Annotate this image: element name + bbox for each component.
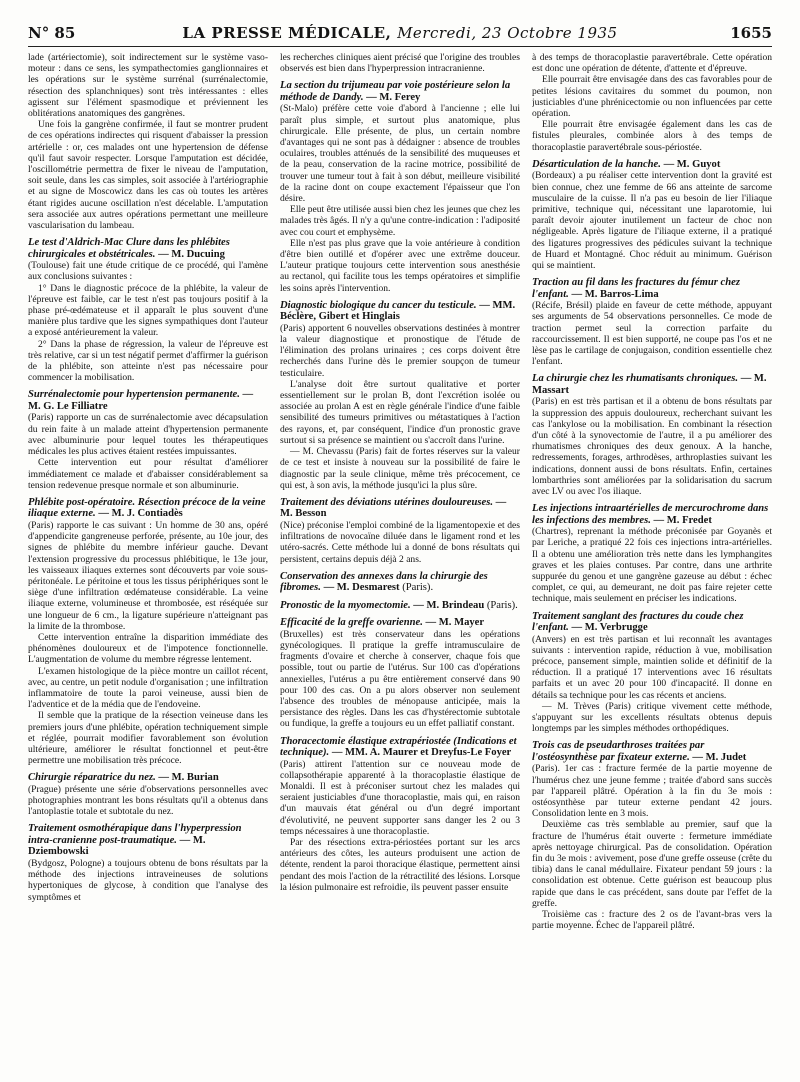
section-author: — M. Verbrugge (571, 622, 648, 634)
paragraph: Troisième cas : fracture des 2 os de l'avant-bras vers la partie moyenne. Échec de l'appareil plâtré. (532, 909, 772, 932)
section-heading (280, 600, 520, 612)
section-heading (28, 772, 268, 784)
section-title: Le test d'Aldrich-Mac Clure dans les phlébites chirurgicales et obstétricales. (28, 237, 230, 260)
paragraph: (Paris) attirent l'attention sur ce nouveau mode de collapsothérapie apparenté à la thoracoplastie élastique de Monaldi. Il est à préconiser surtout chez les malades qui seraient justiciables d'une thoracoplastie, mais qui, en raison d'un mauvais état général ou d'un degré important d'évolutivité, ne peuvent supporter sans danger les 2 ou 3 temps nécessaires à une thoracoplastie. (280, 758, 520, 837)
column-2 (280, 52, 520, 1062)
section-title: Pronostic de la myomectomie. (280, 599, 411, 611)
paragraph: — M. Chevassu (Paris) fait de fortes réserves sur la valeur de ce test et insiste à nouveau sur la possibilité de faire le diagnostic par la seule clinique, même très précocement, ce qui est, à son avis, la méthode jusqu'ici la plus sûre. (280, 446, 520, 491)
section-heading (280, 736, 520, 759)
section-heading (28, 237, 268, 260)
section-title: Conservation des annexes dans la chirurgie des fibromes. (280, 570, 488, 594)
section-author: — M. Guyot (663, 158, 721, 170)
journal-masthead (28, 24, 772, 42)
section-title: Traitement des déviations utérines douloureuses. (280, 496, 493, 508)
paragraph: Une fois la gangrène confirmée, il faut se montrer prudent de ces opérations indirectes qui risquent d'abaisser la pression artérielle : or, ces malades ont une hypertension de défense qu'il faut savoir respecter. Lorsque l'amputation est décidée, l'oscillométrie permettra de fixer le niveau de l'amputation, soit seule, dans les cas simples, soit associée à l'artériographie et au signe de Moscowicz dans les cas où toutes les artères étant rigides aucune oscillation n'est décelable. L'amputation sera associée aux autres opérations permettant une meilleure vascularisation du lambeau. (28, 119, 268, 232)
page-number: 1655 (730, 24, 772, 42)
paragraph: Elle pourrait être envisagée dans des cas favorables pour de petites lésions cavitaires du sommet du poumon, non justiciables d'une phrénicectomie ou non influencées par cette opération. (532, 74, 772, 120)
section-title: Désarticulation de la hanche. (532, 158, 661, 170)
issue-number: N° 85 (28, 24, 76, 42)
section-title: Traction au fil dans les fractures du fémur chez l'enfant. (532, 277, 740, 300)
section-heading (532, 277, 772, 300)
paragraph: Cette intervention eut pour résultat d'améliorer immédiatement ce malade et d'abaisser considérablement sa tension redevenue presque normale et son albuminurie. (28, 457, 268, 491)
section-heading (280, 80, 520, 103)
section-heading (280, 617, 520, 629)
section-author: — M. Dziembowski (28, 834, 206, 858)
paragraph: (St-Malo) préfère cette voie d'abord à l'ancienne ; elle lui paraît plus simple, et surtout plus anatomique, plus chirurgicale. Elle présente, de plus, un certain nombre d'avantages qui ne sont pas à dédaigner : absence de troubles oculaires, troubles atténués de la sensibilité des muqueuses et de la peau, conservation de la racine motrice, possibilité de trouver une tumeur tout à fait à son début, meilleure visibilité de la racine dont on coupe exactement l'épaisseur que l'on désire. (280, 103, 520, 205)
section-heading (28, 497, 268, 520)
section-location: (Paris). (486, 599, 518, 611)
section-location: (Paris). (402, 582, 434, 594)
section-heading (532, 740, 772, 763)
section-heading (280, 497, 520, 520)
issue-date: Mercredi, 23 Octobre 1935 (397, 24, 618, 42)
section-title: Les injections intraartérielles de mercurochrome dans les infections des membres. (532, 503, 769, 526)
section-title: Diagnostic biologique du cancer du testicule. (280, 299, 477, 311)
section-heading (28, 823, 268, 858)
section-author: — M. Desmarest (323, 582, 400, 594)
section-title: Phlébite post-opératoire. Résection précoce de la veine iliaque externe. (28, 496, 266, 520)
section-author: — MM. Béclère, Gibert et Hinglais (280, 299, 516, 323)
section-author: — MM. A. Maurer et Dreyfus-Le Foyer (331, 747, 512, 759)
paragraph: (Bydgosz, Pologne) a toujours obtenu de bons résultats par la méthode des injections intraveineuses de solutions hypertoniques de glycose, à condition que l'analyse des symptômes et (28, 857, 268, 903)
paragraph: lade (artériectomie), soit indirectement sur le système vaso-moteur : dans ce sens, les sympathectomies ganglionnaires et les opérations sur le système surrénal (surrénalectomie, résection des splanchniques) sont très intéressantes : elles agissent sur l'élément spasmodique et préviennent les oblitérations anatomiques des gangrènes. (28, 52, 268, 120)
paragraph: Cette intervention entraîne la disparition immédiate des phénomènes douloureux et de l'impotence fonctionnelle. L'augmentation de volume du membre régresse lentement. (28, 631, 268, 666)
paragraph: (Récife, Brésil) plaide en faveur de cette méthode, appuyant ses arguments de 54 observations personnelles. Ce mode de traction permet seul la correction parfaite du raccourcissement. Il est bien supporté, ne coupe pas l'os et ne lèse pas le cartilage de conjugaison, condition essentielle chez l'enfant. (532, 300, 772, 368)
section-author: — M. Judet (692, 751, 747, 763)
section-heading (532, 373, 772, 396)
section-author: — M. Massart (532, 373, 767, 396)
section-heading (532, 159, 772, 171)
paragraph: (Paris) rapporte le cas suivant : Un homme de 30 ans, opéré d'appendicite gangreneuse perforée, présente, au 10e jour, des signes de phlébite du membre inférieur gauche. Devant l'extension progressive du processus phlébitique, le 13e jour, les vaisseaux iliaques externes sont découverts par voie sous-péritonéale. Le péritoine et tous les tissus périphériques sont le siège d'une infiltration œdémateuse considérable. La veine iliaque externe, volumineuse et thrombosée, est réséquée sur une longueur de 6 cm., la ligature supérieure n'atteignant pas la limite de la thrombose. (28, 519, 268, 632)
section-author: — M. Besson (280, 496, 507, 520)
section-heading (532, 503, 772, 526)
paragraph: (Nice) préconise l'emploi combiné de la ligamentopexie et des infiltrations de novocaïne diluée dans le ligament rond et les utéro-sacrés. Cette méthode lui a donné de bons résultats qui persistent, certains depuis déjà 2 ans. (280, 519, 520, 565)
section-heading (28, 389, 268, 412)
section-author: — M. Ducuing (158, 248, 225, 260)
section-title: Traitement sanglant des fractures du coude chez l'enfant. (532, 610, 744, 634)
paragraph: Elle pourrait être envisagée également dans les cas de fistules pleurales, combinée alors à des temps de thoracoplastie paravertébrale sous-périostée. (532, 119, 772, 153)
section-author: — M. G. Le Filliatre (28, 389, 254, 412)
section-author: — M. Fredet (653, 514, 712, 526)
page-header (28, 16, 772, 47)
paragraph: L'examen histologique de la pièce montre un caillot récent, avec, au centre, un petit nodule d'organisation ; une infiltration inflammatoire de toute la paroi veineuse, aussi bien de l'adventice et de la média que de l'endoveine. (28, 665, 268, 711)
section-title: Efficacité de la greffe ovarienne. (280, 617, 423, 629)
paragraph: (Anvers) en est très partisan et lui reconnaît les avantages suivants : intervention rapide, réduction à vue, mobilisation précoce, pansement simple, maintien solide et définitif de la réduction. Il a pratiqué 17 interventions avec 16 résultats parfaits et un avec 20 pour 100 d'incapacité. Il donne en détails sa technique pour les cas récents et anciens. (532, 633, 772, 701)
section-author: — M. Mayer (425, 617, 485, 629)
paragraph: Elle peut être utilisée aussi bien chez les jeunes que chez les malades très âgés. Il n'y a qu'une contre-indication : l'adiposité avec cou court et emphysème. (280, 204, 520, 238)
paragraph: (Toulouse) fait une étude critique de ce procédé, qui l'amène aux conclusions suivantes : (28, 260, 268, 283)
section-heading (280, 300, 520, 323)
section-title: Thoracectomie élastique extrapériostée (Indications et technique). (280, 735, 517, 759)
paragraph: (Chartres), reprenant la méthode préconisée par Goyanès et par Leriche, a pratiqué 22 fois ces injections intra-artérielles. Il a obtenu une amélioration très nette dans les lymphangites graves et les plaies contuses. Par contre, dans une arthrite suppurée du genou et une gangrène gazeuse au début : échec complet, ce qui, au demeurant, ne doit pas faire rejeter cette technique, mais seulement en préciser les indications. (532, 526, 772, 605)
paragraph: L'analyse doit être surtout qualitative et porter essentiellement sur le prolan B, dont l'excrétion isolée ou associée au prolan A est en règle générale l'indice d'une faible sensibilité des tumeurs primitives ou métastatiques à l'action des rayons, et, par conséquent, l'indice d'un pronostic grave surtout si sa présence se maintient ou s'accroît dans l'urine. (280, 378, 520, 446)
section-author: — M. J. Contiadès (98, 508, 183, 520)
paragraph: (Paris). 1er cas : fracture fermée de la partie moyenne de l'humérus chez une jeune femme ; traitée d'abord sans succès par l'appareil plâtré. Opération à la fin du 3e mois : ostéosynthèse par tuteur externe pendant 42 jours. Consolidation lente en 3 mois. (532, 763, 772, 820)
section-heading (280, 571, 520, 594)
paragraph: (Bruxelles) est très conservateur dans les opérations gynécologiques. Il pratique la greffe intramusculaire de fragments d'ovaire et cherche à conserver, chaque fois que possible, tout ou partie de l'utérus. Sur 100 cas d'opérations annexielles, l'utérus a pu être entièrement conservé dans 90 pour 100 des cas. On a pu alors observer non seulement l'absence des troubles de ménopause anticipée, mais la persistance des règles. Dans les cas d'hystérectomie subtotale ou fundique, la greffe a toujours eu un effet palliatif constant. (280, 628, 520, 730)
paragraph: Par des résections extra-périostées portant sur les arcs antérieurs des côtes, les auteurs produisent une action de détente, rendent la paroi thoracique élastique, permettent ainsi pendant des mois l'action de la rétractilité des lésions. Lorsque la lésion pulmonaire est refroidie, ils peuvent passer ensuite (280, 836, 520, 893)
paragraph: Deuxième cas très semblable au premier, sauf que la fracture de l'humérus était ouverte : fermeture immédiate après nettoyage chirurgical. Pas de consolidation. Opération fin du 3e mois : avivement, pose d'une greffe osseuse (crête du tibia) dans le canal médullaire. Fixateur pendant 59 jours : la consolidation est obtenue. Cette guérison est beaucoup plus rapide que dans le cas précédent, sans doute par l'effet de la greffe. (532, 819, 772, 909)
paragraph: — M. Trèves (Paris) critique vivement cette méthode, s'appuyant sur les excellents résultats obtenus depuis longtemps par les simples méthodes orthopédiques. (532, 700, 772, 735)
section-title: La section du trijumeau par voie postérieure selon la méthode de Dandy. (280, 80, 511, 103)
paragraph: Elle n'est pas plus grave que la voie antérieure à condition d'être bien outillé et d'opérer avec une extrême douceur. L'auteur pratique toujours cette intervention sous anesthésie au rectanol, qui facilite tous les temps opératoires et simplifie les soins après l'intervention. (280, 237, 520, 294)
paragraph: Il semble que la pratique de la résection veineuse dans les premiers jours d'une phlébite, opération techniquement simple et réglée, pourrait modifier favorablement son évolution ultérieure, améliorer le résultat fonctionnel et peut-être permettre une mobilisation très précoce. (28, 710, 268, 767)
section-title: Traitement osmothérapique dans l'hyperpression intra-cranienne post-traumatique. (28, 823, 242, 846)
section-title: Surrénalectomie pour hypertension permanente. (28, 389, 240, 401)
section-author: — M. Brindeau (413, 599, 485, 611)
paragraph: (Prague) présente une série d'observations personnelles avec photographies montrant les bons résultats qu'il a obtenus dans l'antoplastie totale et subtotale du nez. (28, 783, 268, 818)
column-1 (28, 52, 268, 1062)
section-title: Chirurgie réparatrice du nez. (28, 772, 156, 784)
section-title: Trois cas de pseudarthroses traitées par l'ostéosynthèse par fixateur externe. (532, 740, 705, 763)
paragraph: (Bordeaux) a pu réaliser cette intervention dont la gravité est bien connue, chez une femme de 66 ans atteinte de sarcome musculaire de la cuisse. Il n'a pas eu besoin de lier l'iliaque primitive, technique qui, nécessitant une laparotomie, lui paraît devoir ajouter inutilement un facteur de choc non négligeable. Après ligature de l'iliaque externe, il a pratiqué des ligatures progressives des pédicules suivant la technique de Huard et Montagné. Choc réduit au minimum. Guérison qui se maintient. (532, 170, 772, 271)
section-author: — M. Ferey (366, 91, 421, 103)
column-3 (532, 52, 772, 1062)
section-author: — M. Barros-Lima (571, 288, 659, 300)
paragraph: (Paris) rapporte un cas de surrénalectomie avec décapsulation du rein faite à un malade atteint d'hypertension permanente avec albuminurie pour lequel toutes les thérapeutiques médicales les plus actives étaient restées impuissantes. (28, 412, 268, 458)
section-author: — M. Burian (158, 772, 219, 784)
paragraph: les recherches cliniques aient précisé que l'origine des troubles observés est bien dans l'hyperpression intracranienne. (280, 52, 520, 75)
paragraph: 1° Dans le diagnostic précoce de la phlébite, la valeur de l'épreuve est faible, car le test n'est pas toujours positif à la phase pré-œdémateuse et il apparaît le plus souvent d'une manière plus tardive que les signes sympathiques dont l'auteur a exposé antérieurement la valeur. (28, 282, 268, 339)
paragraph: (Paris) en est très partisan et il a obtenu de bons résultats par la suppression des appuis douloureux, recherchant suivant les cas l'ankylose ou la mobilisation. En combinant la résection d'un côté à la synovectomie de l'autre, il a pu améliorer des rhumatismes chroniques des deux genoux. A la hanche, redressements, forages, arthrodèses, arthroplasties suivant les indications, donnent aussi de bons résultats. Enfin, certaines lombarthries sont améliorées par la solidarisation du sacrum avec LV ou avec l'os iliaque. (532, 396, 772, 497)
paragraph: (Paris) apportent 6 nouvelles observations destinées à montrer la valeur diagnostique et pronostique de l'étude de l'élimination des prolans urinaires ; ces corps doivent être recherchés dans l'urine dès le premier soupçon de tumeur testiculaire. (280, 322, 520, 379)
paragraph: à des temps de thoracoplastie paravertébrale. Cette opération est donc une opération de détente, d'attente et d'épreuve. (532, 52, 772, 75)
section-title: La chirurgie chez les rhumatisants chroniques. (532, 373, 739, 385)
section-heading (532, 611, 772, 634)
journal-title: LA PRESSE MÉDICALE, (182, 24, 392, 42)
paragraph: 2° Dans la phase de régression, la valeur de l'épreuve est très relative, car si un test négatif permet d'affirmer la guérison de la phlébite, son atteinte n'est pas nécessaire pour commencer la mobilisation. (28, 338, 268, 384)
